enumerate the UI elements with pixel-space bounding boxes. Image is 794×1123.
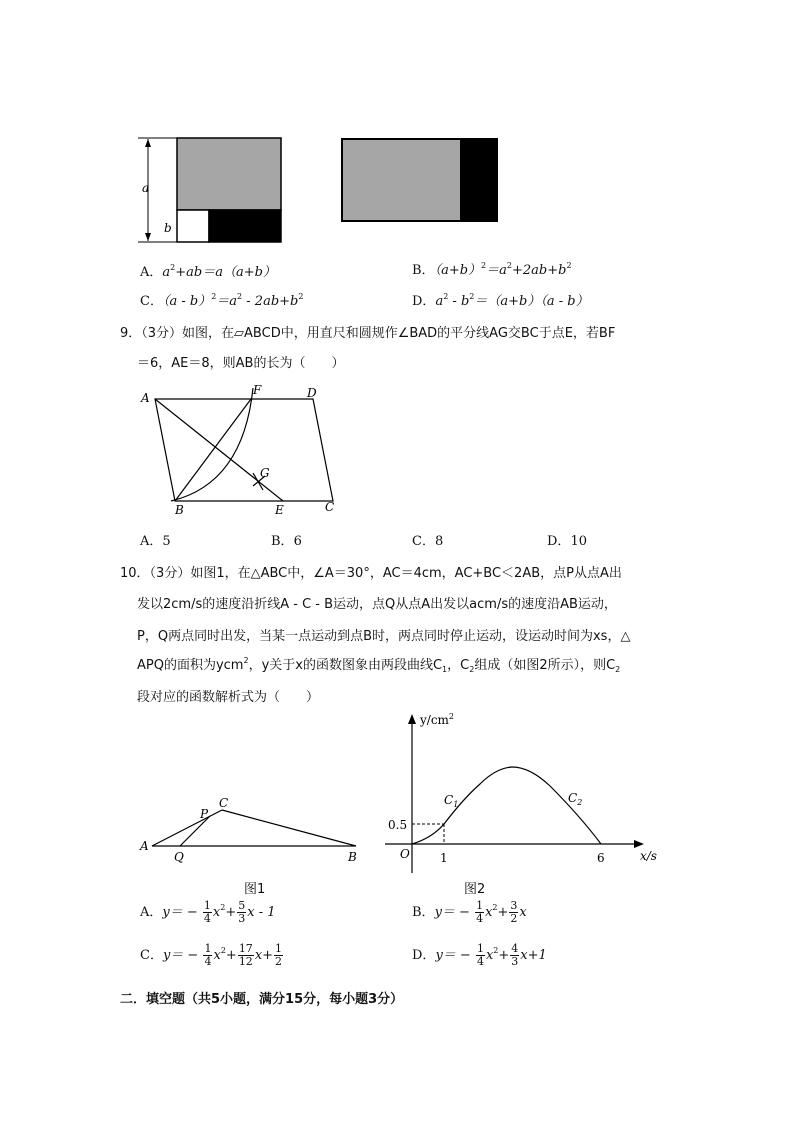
label-Q: Q: [174, 850, 184, 864]
q9-option-d[interactable]: D．10: [547, 534, 587, 549]
curve-c2: [512, 767, 601, 844]
y-tick-0-5: 0.5: [388, 818, 408, 832]
q10-stem-line5: 段对应的函数解析式为（ ）: [137, 690, 320, 705]
q10-stem-line3: P，Q两点同时出发，当某一点运动到点B时，两点同时停止运动，设运动时间为xs，△: [137, 629, 631, 644]
x-axis-label: x/s: [640, 849, 657, 863]
label-P: P: [200, 807, 209, 821]
label-b: b: [164, 221, 172, 235]
q10-stem-line4: APQ的面积为ycm$^2$，y关于x的函数图象由两段曲线$C_1$，$C_2$组成（如图2所示），则$C_2$: [137, 656, 621, 674]
label-C: C: [325, 500, 335, 514]
q10-fig2-caption: 图2: [464, 882, 486, 897]
q9-option-b[interactable]: B．6: [271, 534, 302, 549]
q10-figure2: [380, 708, 670, 878]
y-axis-label: $y/cm^2$: [420, 712, 455, 727]
black-rect: [461, 139, 497, 221]
label-c2: $C_2$: [568, 791, 583, 807]
q10-option-d[interactable]: D．y＝ − $\frac{1}{4}$ $x^2+$ $\frac{4}{3}$ x+1: [412, 942, 547, 968]
label-A: A: [141, 391, 150, 405]
label-A: A: [140, 839, 149, 853]
label-c1: $C_1$: [444, 793, 459, 809]
origin-label: O: [400, 847, 410, 861]
label-F: F: [253, 383, 262, 397]
curve-c1: [412, 767, 512, 844]
label-C: C: [219, 796, 229, 810]
gray-square: [177, 138, 281, 210]
q10-stem-line2: 发以2cm/s的速度沿折线A - C - B运动，点Q从点A出发以acm/s的速度沿AB运动，: [137, 597, 617, 612]
q8-option-b[interactable]: B．$(a+b)^2=a^2+2ab+b^2$: [412, 261, 572, 278]
label-B: B: [175, 503, 184, 517]
label-a: a: [142, 181, 150, 195]
gray-rect: [342, 139, 461, 221]
q9-figure: [135, 380, 355, 520]
q10-option-c[interactable]: C．y＝ − $\frac{1}{4}$ $x^2+$ $\frac{17}{12}$ x+ $\frac{1}{2}$: [140, 942, 283, 968]
q9-stem-line1: 9．（3分）如图，在▱ABCD中，用直尺和圆规作∠BAD的平分线AG交BC于点E，若BF: [120, 326, 616, 341]
q8-option-d[interactable]: D．$a^2 - b^2=(a+b)(a - b)$: [412, 292, 589, 309]
label-G: G: [260, 466, 270, 480]
q9-stem-line2: ＝6，AE＝8，则AB的长为（ ）: [137, 356, 345, 371]
q8-figure-left: [130, 130, 290, 250]
q8-figure-right: [338, 134, 502, 226]
q10-fig1-caption: 图1: [244, 882, 266, 897]
q9-option-a[interactable]: A．5: [140, 534, 171, 549]
label-D: D: [307, 386, 317, 400]
q10-figure1: [130, 790, 370, 870]
q10-option-b[interactable]: B．y＝ − $\frac{1}{4}$ $x^2+$ $\frac{3}{2}$ x: [412, 899, 527, 925]
white-rect: [177, 210, 209, 242]
label-B: B: [348, 850, 357, 864]
q8-option-a[interactable]: A．$a^2+ab=a(a+b)$: [140, 263, 276, 280]
x-tick-1: 1: [440, 851, 448, 865]
q8-option-c[interactable]: C．$(a - b)^2=a^2 - 2ab+b^2$: [140, 292, 304, 309]
label-E: E: [275, 503, 284, 517]
x-tick-6: 6: [597, 851, 605, 865]
q10-option-a[interactable]: A．y＝ − $\frac{1}{4}$ $x^2+$ $\frac{5}{3}$ x - 1: [140, 899, 276, 925]
black-rect: [209, 210, 281, 242]
q9-option-c[interactable]: C．8: [412, 534, 444, 549]
q10-stem-line1: 10．（3分）如图1，在△ABC中，∠A＝30°，AC＝4cm，AC+BC＜2AB，点P从点A出: [120, 566, 622, 581]
section-2-title: 二．填空题（共5小题，满分15分，每小题3分）: [120, 992, 404, 1007]
